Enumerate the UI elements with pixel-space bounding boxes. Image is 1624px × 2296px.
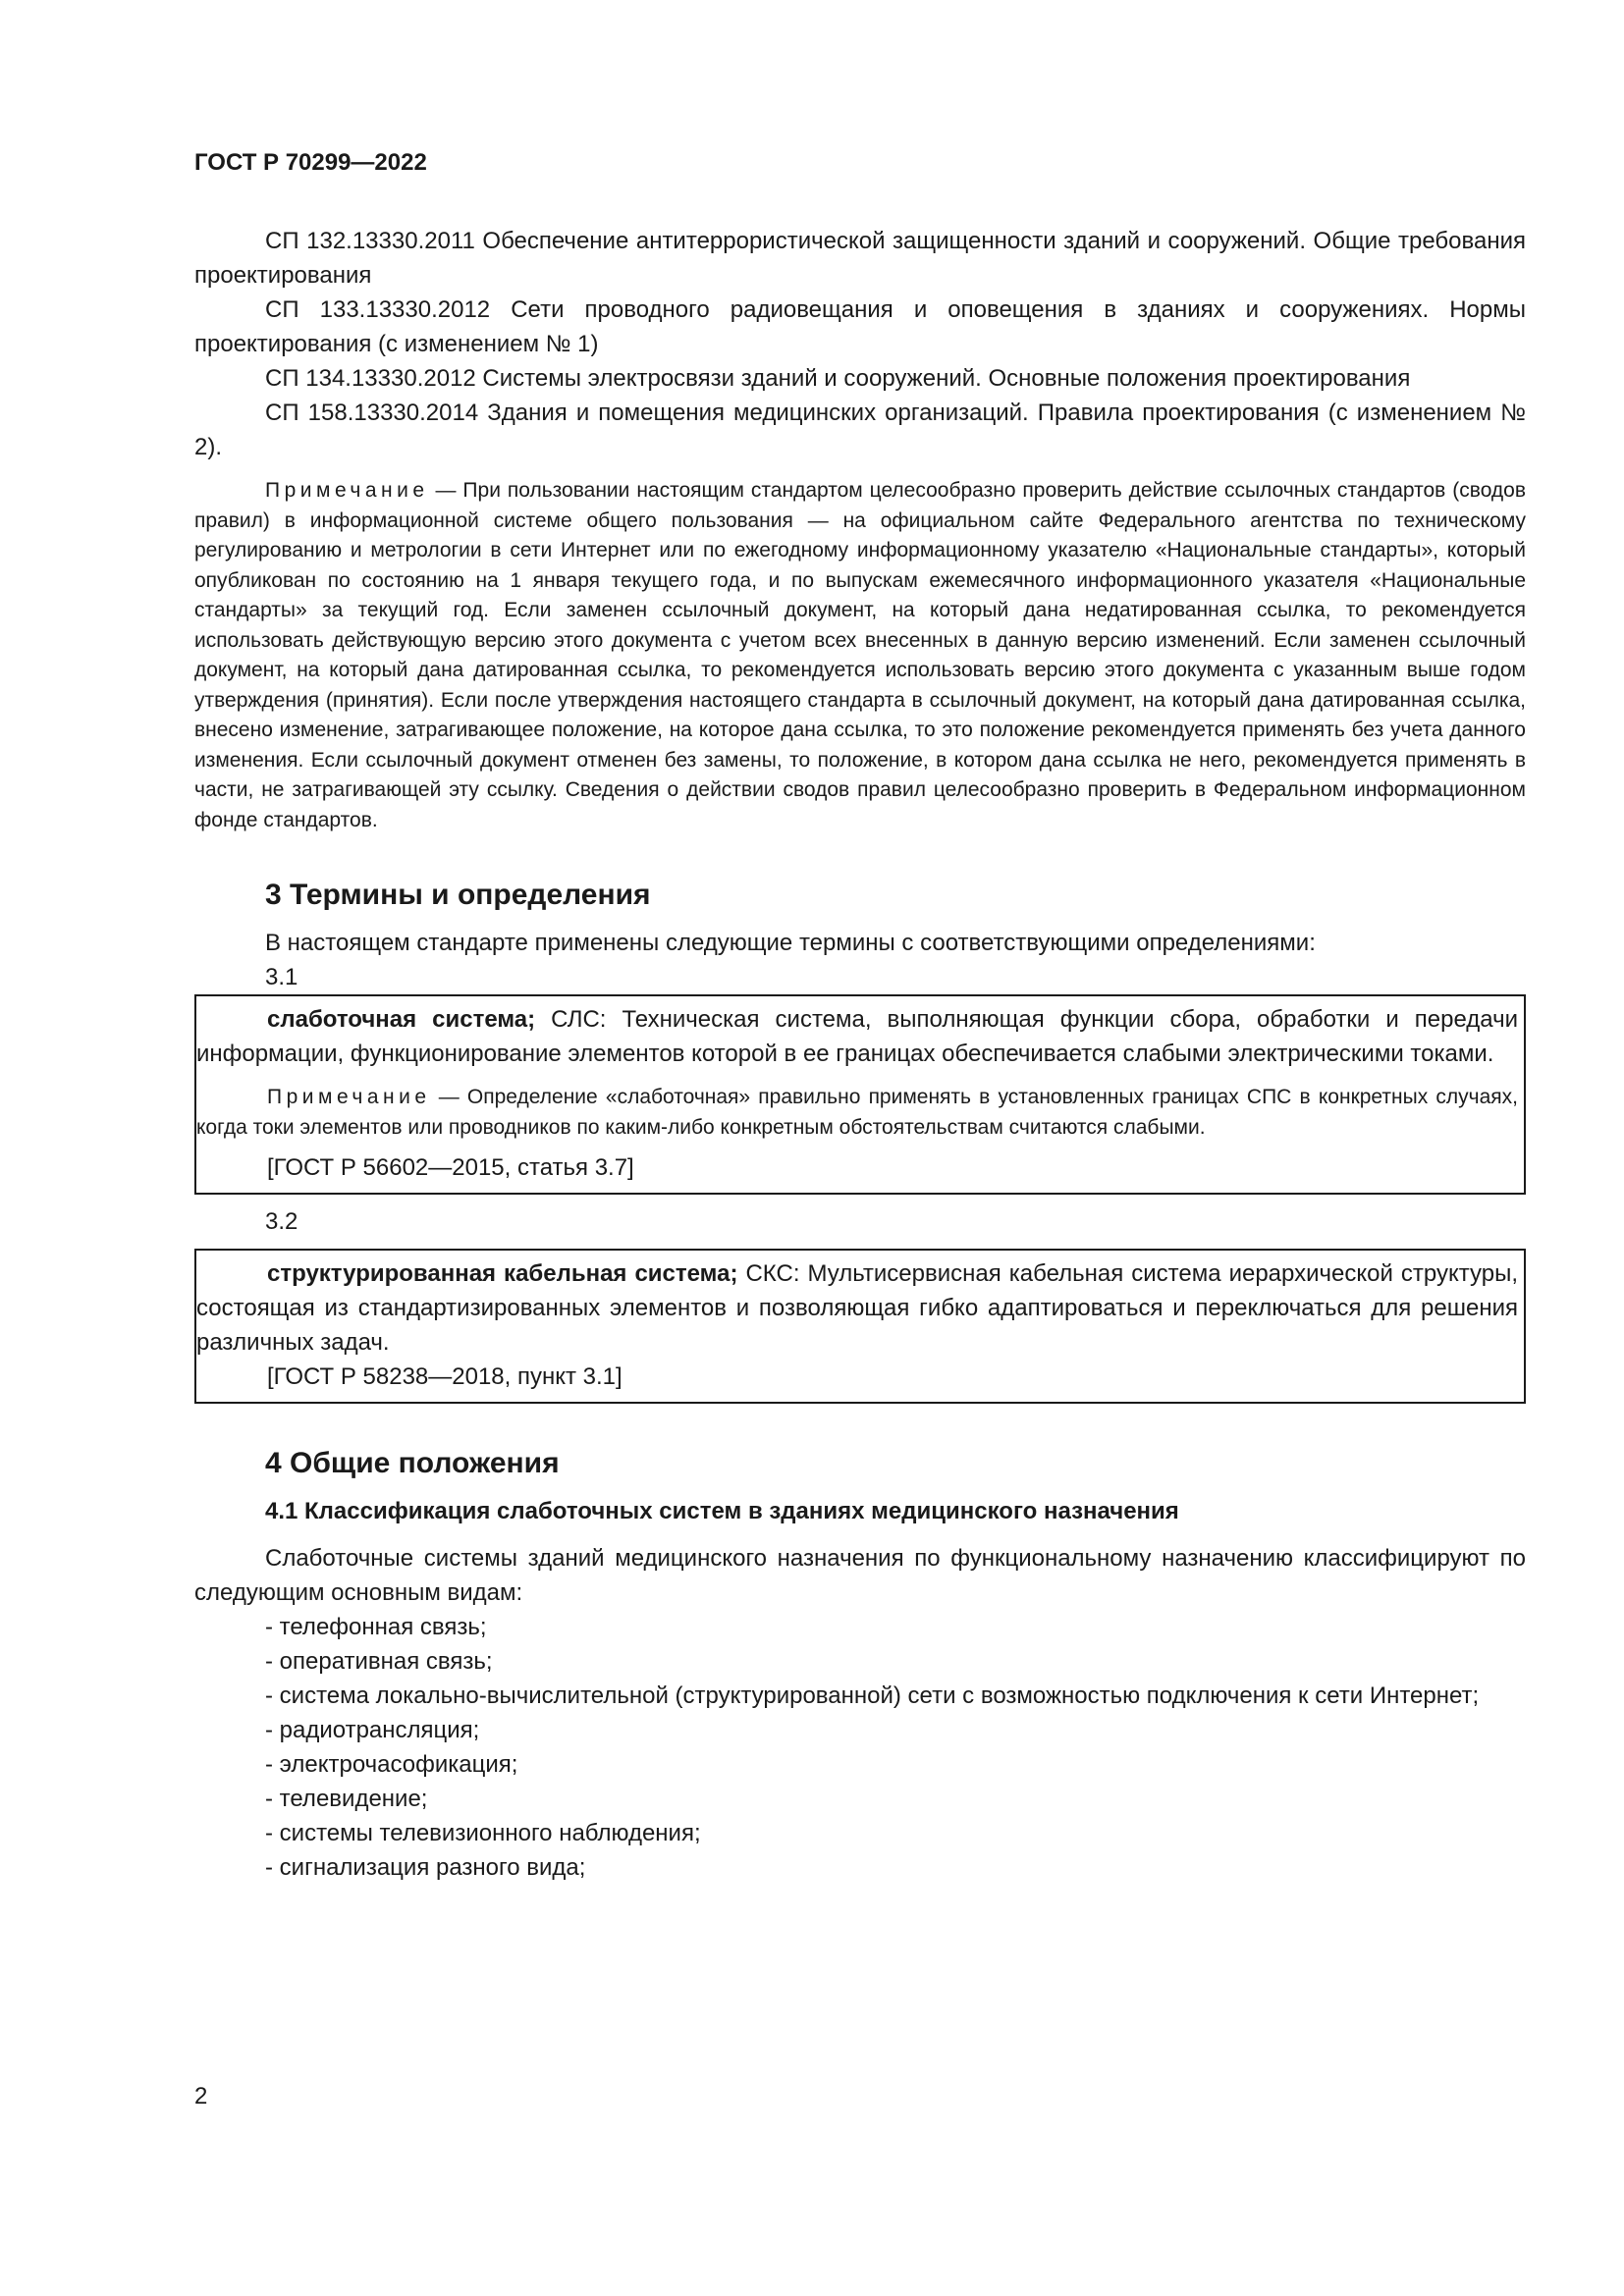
term-source: [ГОСТ Р 58238—2018, пункт 3.1] (267, 1363, 623, 1390)
note-label: Примечание (267, 1086, 431, 1108)
term-name: слаботочная система; (267, 1006, 536, 1033)
subsection-4-1-title: 4.1 Классификация слаботочных систем в зданиях медицинского назначения (265, 1498, 1179, 1524)
section-4-intro: Слаботочные системы зданий медицинского назначения по функциональному назначению классифицируют по следующим основным видам: (194, 1545, 1526, 1606)
term-note (196, 1083, 1524, 1143)
term-number: 3.2 (265, 1208, 298, 1235)
list-item: - оперативная связь; (265, 1648, 493, 1675)
reference-item: СП 133.13330.2012 Сети проводного радиовещания и оповещения в зданиях и сооружениях. Нормы проектирования (с изменением № 1) (194, 296, 1526, 357)
term-text: СКС: Мультисервисная кабельная система иерархической структуры, состоящая из стандартизированных элементов и позволяющая гибко адаптироваться и переключаться для решения различных задач. (196, 1260, 1518, 1356)
term-definition-box (194, 994, 1526, 1195)
reference-item: СП 132.13330.2011 Обеспечение антитеррористической защищенности зданий и сооружений. Общие требования проектирования (194, 228, 1526, 289)
page-content (194, 224, 1526, 1885)
list-item: - телефонная связь; (265, 1614, 487, 1640)
list-item: - сигнализация разного вида; (265, 1854, 586, 1881)
note-label: Примечание (265, 479, 429, 502)
section-3-title: 3 Термины и определения (265, 879, 651, 911)
note-text: — При пользовании настоящим стандартом целесообразно проверить действие ссылочных стандартов (сводов правил) в информационной системе общего пользования — на официальном сайте Федерального агентства по техническому регулированию и метрологии в сети Интернет или по ежегодному информационному указателю «Национальные стандарты», который опубликован по состоянию на 1 января текущего года, и по выпускам ежемесячного информационного указателя «Национальные стандарты» за текущий год. Если заменен ссылочный документ, на который дана недатированная ссылка, то рекомендуется использовать действующую версию этого документа с учетом всех внесенных в данную версию изменений. Если заменен ссылочный документ, на который дана датированная ссылка, то рекомендуется использовать версию этого документа с указанным выше годом утверждения (принятия). Если после утверждения настоящего стандарта в ссылочный документ, на который дана датированная ссылка, внесено изменение, затрагивающее положение, на которое дана ссылка, то это положение рекомендуется применять без учета данного изменения. Если ссылочный документ отменен без замены, то положение, в котором дана ссылка не него, рекомендуется применять в части, не затрагивающей эту ссылку. Сведения о действии сводов правил целесообразно проверить в Федеральном информационном фонде стандартов. (194, 479, 1526, 831)
list-item: - телевидение; (265, 1786, 428, 1812)
page-number: 2 (194, 2083, 208, 2109)
reference-item: СП 158.13330.2014 Здания и помещения медицинских организаций. Правила проектирования (с изменением № 2). (194, 400, 1526, 460)
term-definition (196, 1256, 1524, 1360)
term-name: структурированная кабельная система; (267, 1260, 738, 1287)
term-text: СЛС: Техническая система, выполняющая функции сбора, обработки и передачи информации, функционирование элементов которой в ее границах обеспечивается слабыми электрическими токами. (196, 1006, 1518, 1067)
list-item: - радиотрансляция; (265, 1717, 480, 1743)
term-source: [ГОСТ Р 56602—2015, статья 3.7] (267, 1154, 634, 1181)
list-item: - система локально-вычислительной (структурированной) сети с возможностью подключения к сети Интернет; (265, 1682, 1480, 1709)
list-item: - электрочасофикация; (265, 1751, 518, 1778)
note-text: — Определение «слаботочная» правильно применять в установленных границах СПС в конкретных случаях, когда токи элементов или проводников по каким-либо конкретным обстоятельствам считаются слабыми. (196, 1086, 1518, 1139)
term-definition-box (194, 1249, 1526, 1404)
term-definition (196, 1002, 1524, 1071)
document-id: ГОСТ Р 70299—2022 (194, 149, 427, 176)
term-number: 3.1 (265, 964, 298, 990)
list-item: - системы телевизионного наблюдения; (265, 1820, 701, 1846)
reference-item: СП 134.13330.2012 Системы электросвязи зданий и сооружений. Основные положения проектирования (265, 365, 1411, 392)
references-note (194, 476, 1526, 835)
section-3-intro: В настоящем стандарте применены следующие термины с соответствующими определениями: (265, 930, 1316, 956)
section-4-title: 4 Общие положения (265, 1447, 560, 1479)
